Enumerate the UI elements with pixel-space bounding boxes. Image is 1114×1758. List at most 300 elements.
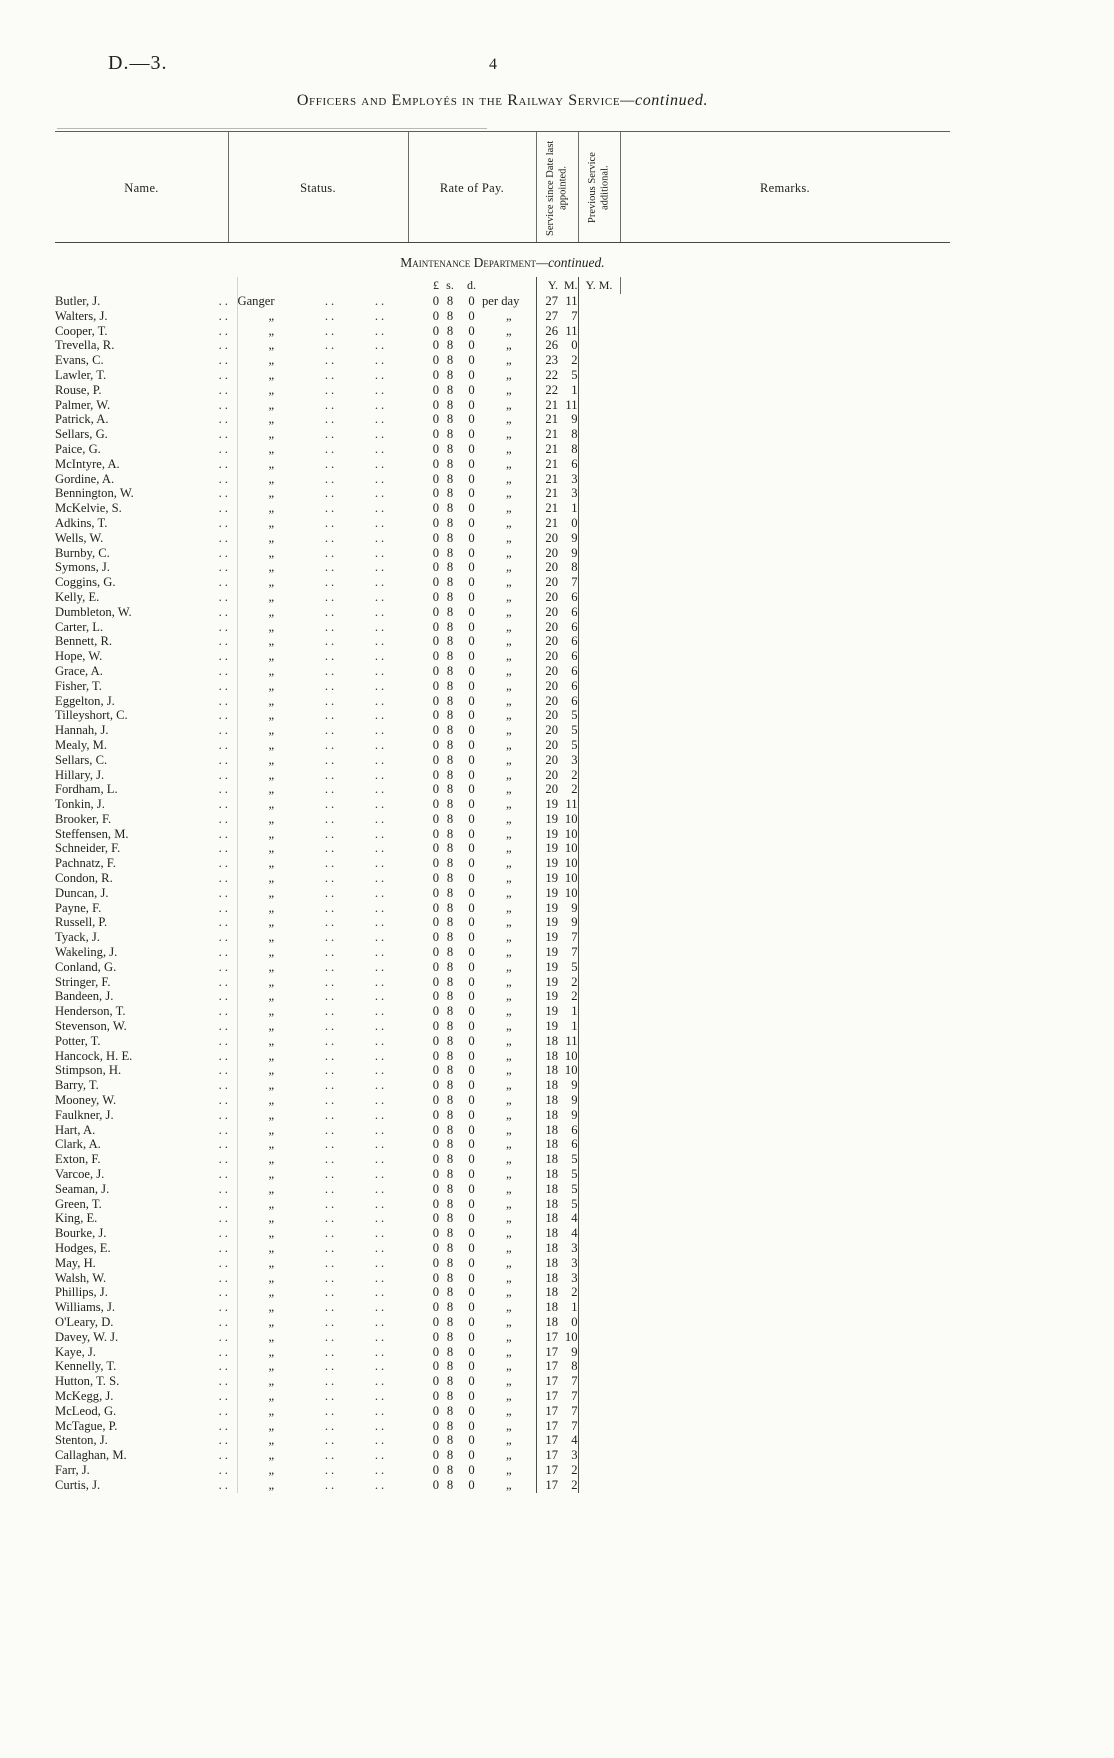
rate-shillings: 8	[446, 353, 454, 368]
employee-status: „	[237, 960, 305, 975]
service-years: 22	[536, 368, 558, 383]
rate-shillings: 8	[446, 767, 454, 782]
rate-pence: 0	[468, 353, 475, 368]
service-years: 18	[536, 1226, 558, 1241]
service-years: 26	[536, 338, 558, 353]
service-months: 1	[571, 501, 578, 516]
rate-pence: 0	[468, 619, 475, 634]
rate-pence: 0	[468, 308, 475, 323]
employee-status: „	[237, 1256, 305, 1271]
remarks-cell	[620, 1300, 950, 1315]
employee-name: Callaghan, M.	[55, 1448, 127, 1463]
rate-shillings: 8	[446, 294, 454, 308]
employee-status: „	[237, 812, 305, 827]
leader-dots: ..	[218, 1033, 231, 1048]
table-row	[55, 856, 950, 871]
employee-status: „	[237, 1152, 305, 1167]
leader-dots: ..	[374, 1418, 388, 1433]
table-row	[55, 664, 950, 679]
remarks-cell	[620, 649, 950, 664]
remarks-cell	[620, 398, 950, 413]
remarks-cell	[620, 1463, 950, 1478]
previous-service-cell	[578, 1315, 620, 1330]
rate-pence: 0	[468, 1388, 475, 1403]
remarks-cell	[620, 1359, 950, 1374]
rate-period: „	[505, 427, 512, 442]
rate-pence: 0	[468, 708, 475, 723]
employee-status: „	[237, 1167, 305, 1182]
rate-pence: 0	[468, 915, 475, 930]
previous-service-cell	[578, 412, 620, 427]
leader-dots: ..	[324, 1122, 338, 1137]
table-row	[55, 679, 950, 694]
employee-status: „	[237, 1078, 305, 1093]
rate-pounds: 0	[432, 1107, 439, 1122]
rate-pounds: 0	[432, 1314, 439, 1329]
rate-pence: 0	[468, 752, 475, 767]
leader-dots: ..	[374, 1063, 388, 1078]
rate-period: „	[505, 456, 512, 471]
leader-dots: ..	[374, 515, 388, 530]
employee-status: „	[237, 797, 305, 812]
service-months: 8	[571, 1359, 578, 1374]
leader-dots: ..	[218, 1107, 231, 1122]
rate-period: „	[505, 708, 512, 723]
table-row	[55, 531, 950, 546]
previous-service-cell	[578, 472, 620, 487]
leader-dots: ..	[218, 338, 231, 353]
service-years: 19	[536, 975, 558, 990]
leader-dots: ..	[324, 1388, 338, 1403]
rate-shillings: 8	[446, 530, 454, 545]
employee-name: May, H.	[55, 1255, 96, 1270]
service-months: 3	[571, 471, 578, 486]
leader-dots: ..	[218, 989, 231, 1004]
leader-dots: ..	[374, 1078, 388, 1093]
service-months: 10	[564, 841, 578, 856]
previous-service-cell	[578, 1211, 620, 1226]
rate-pence: 0	[468, 1329, 475, 1344]
table-row	[55, 309, 950, 324]
table-row	[55, 353, 950, 368]
rate-pence: 0	[468, 1433, 475, 1448]
rate-pounds: 0	[432, 841, 439, 856]
previous-service-cell	[578, 1478, 620, 1493]
service-months: 9	[571, 1107, 578, 1122]
rate-pence: 0	[468, 1270, 475, 1285]
employee-status: „	[237, 1093, 305, 1108]
leader-dots: ..	[324, 678, 338, 693]
employee-name: Grace, A.	[55, 663, 103, 678]
leader-dots: ..	[374, 367, 388, 382]
leader-dots: ..	[218, 1048, 231, 1063]
employee-status: „	[237, 841, 305, 856]
service-months: 4	[571, 1433, 578, 1448]
table-row	[55, 1389, 950, 1404]
employee-name: Davey, W. J.	[55, 1329, 119, 1344]
leader-dots: ..	[218, 737, 231, 752]
service-months: 2	[571, 989, 578, 1004]
rate-pence: 0	[468, 1107, 475, 1122]
leader-dots: ..	[324, 885, 338, 900]
employee-name: McLeod, G.	[55, 1403, 117, 1418]
rate-pounds: 0	[432, 1270, 439, 1285]
service-months: 11	[565, 797, 578, 812]
service-months: 6	[571, 693, 578, 708]
rate-shillings: 8	[446, 678, 454, 693]
employee-status: „	[237, 989, 305, 1004]
leader-dots: ..	[374, 382, 388, 397]
rate-period: „	[505, 797, 512, 812]
rate-shillings: 8	[446, 989, 454, 1004]
service-years: 17	[536, 1433, 558, 1448]
previous-service-cell	[578, 1049, 620, 1064]
rate-shillings: 8	[446, 1300, 454, 1315]
employee-status: „	[237, 1478, 305, 1493]
rate-pence: 0	[468, 427, 475, 442]
rate-pence: 0	[468, 560, 475, 575]
service-months: 6	[571, 456, 578, 471]
previous-service-cell	[578, 664, 620, 679]
previous-service-cell	[578, 368, 620, 383]
rate-pounds: 0	[432, 900, 439, 915]
table-row	[55, 1256, 950, 1271]
service-months: 1	[571, 1300, 578, 1315]
leader-dots: ..	[324, 1462, 338, 1477]
table-row	[55, 1019, 950, 1034]
rate-pence: 0	[468, 1181, 475, 1196]
service-months: 6	[571, 1137, 578, 1152]
rate-pounds: 0	[432, 530, 439, 545]
employee-name: Phillips, J.	[55, 1285, 108, 1300]
employee-status: „	[237, 827, 305, 842]
employee-status: „	[237, 427, 305, 442]
leader-dots: ..	[218, 367, 231, 382]
rate-shillings: 8	[446, 959, 454, 974]
service-years: 17	[536, 1448, 558, 1463]
rate-shillings: 8	[446, 471, 454, 486]
table-row	[55, 1108, 950, 1123]
table-row	[55, 546, 950, 561]
rate-shillings: 8	[446, 1270, 454, 1285]
employee-status: „	[237, 1300, 305, 1315]
leader-dots: ..	[324, 1137, 338, 1152]
rate-pounds: 0	[432, 723, 439, 738]
rate-shillings: 8	[446, 1137, 454, 1152]
rate-pounds: 0	[432, 871, 439, 886]
service-years: 20	[536, 782, 558, 797]
table-row	[55, 324, 950, 339]
rate-pounds: 0	[432, 974, 439, 989]
previous-service-cell	[578, 457, 620, 472]
rate-shillings: 8	[446, 885, 454, 900]
rate-pounds: 0	[432, 1181, 439, 1196]
service-years: 17	[536, 1478, 558, 1493]
column-header-remarks: Remarks.	[760, 181, 810, 195]
leader-dots: ..	[324, 1300, 338, 1315]
employee-name: Conland, G.	[55, 959, 117, 974]
service-years: 19	[536, 812, 558, 827]
previous-service-cell	[578, 1063, 620, 1078]
previous-service-cell	[578, 871, 620, 886]
leader-dots: ..	[218, 589, 231, 604]
leader-dots: ..	[324, 1314, 338, 1329]
service-years: 18	[536, 1049, 558, 1064]
rate-period: „	[505, 1004, 512, 1019]
rate-pounds: 0	[432, 1137, 439, 1152]
service-years: 20	[536, 546, 558, 561]
leader-dots: ..	[324, 619, 338, 634]
table-row	[55, 442, 950, 457]
remarks-cell	[620, 620, 950, 635]
employee-name: O'Leary, D.	[55, 1314, 114, 1329]
leader-dots: ..	[324, 1344, 338, 1359]
column-header-name: Name.	[124, 181, 159, 195]
remarks-cell	[620, 1271, 950, 1286]
leader-dots: ..	[374, 530, 388, 545]
leader-dots: ..	[218, 412, 231, 427]
rate-pence: 0	[468, 1300, 475, 1315]
previous-service-cell	[578, 1285, 620, 1300]
leader-dots: ..	[218, 871, 231, 886]
rate-pounds: 0	[432, 1255, 439, 1270]
service-years: 20	[536, 605, 558, 620]
service-years: 17	[536, 1359, 558, 1374]
rate-pence: 0	[468, 1152, 475, 1167]
previous-service-cell	[578, 309, 620, 324]
rate-pounds: 0	[432, 1477, 439, 1492]
rate-shillings: 8	[446, 1196, 454, 1211]
table-row	[55, 427, 950, 442]
remarks-cell	[620, 782, 950, 797]
employee-name: Hope, W.	[55, 649, 103, 664]
previous-service-cell	[578, 1389, 620, 1404]
rate-pounds: 0	[432, 663, 439, 678]
table-row	[55, 930, 950, 945]
leader-dots: ..	[218, 1433, 231, 1448]
rate-pence: 0	[468, 974, 475, 989]
leader-dots: ..	[218, 1270, 231, 1285]
leader-dots: ..	[374, 1241, 388, 1255]
rate-pence: 0	[468, 338, 475, 353]
leader-dots: ..	[324, 575, 338, 590]
table-row	[55, 1211, 950, 1226]
employee-status: „	[237, 1182, 305, 1197]
remarks-cell	[620, 486, 950, 501]
rate-shillings: 8	[446, 930, 454, 945]
employee-name: Potter, T.	[55, 1033, 101, 1048]
service-months: 10	[564, 885, 578, 900]
leader-dots: ..	[374, 915, 388, 930]
leader-dots: ..	[374, 708, 388, 723]
rate-period: „	[505, 1403, 512, 1418]
table-row	[55, 1478, 950, 1493]
rate-pence: 0	[468, 412, 475, 427]
table-row	[55, 605, 950, 620]
unit-previous-service: Y. M.	[578, 277, 620, 294]
service-months: 10	[564, 1329, 578, 1344]
service-years: 20	[536, 590, 558, 605]
rate-period: „	[505, 841, 512, 856]
employee-name: Stenton, J.	[55, 1433, 108, 1448]
leader-dots: ..	[374, 989, 388, 1004]
employee-name: Tyack, J.	[55, 930, 100, 945]
service-years: 19	[536, 901, 558, 916]
employee-status: „	[237, 768, 305, 783]
leader-dots: ..	[374, 412, 388, 427]
leader-dots: ..	[324, 797, 338, 812]
rate-period: „	[505, 1388, 512, 1403]
table-row	[55, 590, 950, 605]
service-months: 0	[571, 515, 578, 530]
service-months: 10	[564, 871, 578, 886]
rate-pence: 0	[468, 1241, 475, 1255]
employee-name: Green, T.	[55, 1196, 102, 1211]
table-row	[55, 457, 950, 472]
table-row	[55, 1226, 950, 1241]
remarks-cell	[620, 1285, 950, 1300]
leader-dots: ..	[324, 323, 338, 338]
rate-pence: 0	[468, 841, 475, 856]
column-header-status: Status.	[300, 181, 336, 195]
rate-period: „	[505, 782, 512, 797]
rate-shillings: 8	[446, 604, 454, 619]
service-months: 10	[564, 1063, 578, 1078]
employee-name: Kennelly, T.	[55, 1359, 117, 1374]
service-months: 9	[571, 1344, 578, 1359]
leader-dots: ..	[374, 1211, 388, 1226]
rate-pounds: 0	[432, 1078, 439, 1093]
remarks-cell	[620, 324, 950, 339]
rate-period: „	[505, 974, 512, 989]
service-months: 9	[571, 915, 578, 930]
rate-pounds: 0	[432, 1462, 439, 1477]
leader-dots: ..	[324, 427, 338, 442]
employee-status: „	[237, 1226, 305, 1241]
employee-name: Burnby, C.	[55, 545, 110, 560]
employee-name: Clark, A.	[55, 1137, 101, 1152]
remarks-cell	[620, 975, 950, 990]
service-months: 10	[564, 1048, 578, 1063]
leader-dots: ..	[324, 308, 338, 323]
leader-dots: ..	[218, 1137, 231, 1152]
section-heading-continued: —continued.	[536, 255, 605, 270]
leader-dots: ..	[374, 1019, 388, 1034]
leader-dots: ..	[324, 1270, 338, 1285]
employee-status: „	[237, 309, 305, 324]
leader-dots: ..	[374, 456, 388, 471]
service-months: 1	[571, 1019, 578, 1034]
service-months: 7	[571, 945, 578, 960]
rate-pence: 0	[468, 486, 475, 501]
rate-shillings: 8	[446, 1329, 454, 1344]
leader-dots: ..	[324, 1211, 338, 1226]
table-row	[55, 1315, 950, 1330]
rate-shillings: 8	[446, 367, 454, 382]
employee-name: Palmer, W.	[55, 397, 111, 412]
remarks-cell	[620, 338, 950, 353]
rate-period: „	[505, 649, 512, 664]
leader-dots: ..	[218, 397, 231, 412]
service-months: 3	[571, 752, 578, 767]
leader-dots: ..	[324, 708, 338, 723]
table-row	[55, 516, 950, 531]
service-years: 18	[536, 1093, 558, 1108]
employee-status: „	[237, 694, 305, 709]
table-row	[55, 1271, 950, 1286]
leader-dots: ..	[218, 382, 231, 397]
rate-pence: 0	[468, 1403, 475, 1418]
service-years: 21	[536, 472, 558, 487]
remarks-cell	[620, 856, 950, 871]
leader-dots: ..	[324, 1477, 338, 1492]
rate-pounds: 0	[432, 427, 439, 442]
remarks-cell	[620, 472, 950, 487]
rate-shillings: 8	[446, 708, 454, 723]
leader-dots: ..	[218, 1211, 231, 1226]
previous-service-cell	[578, 827, 620, 842]
rate-shillings: 8	[446, 1152, 454, 1167]
leader-dots: ..	[374, 604, 388, 619]
leader-dots: ..	[374, 1152, 388, 1167]
table-row	[55, 975, 950, 990]
rate-pounds: 0	[432, 471, 439, 486]
leader-dots: ..	[374, 1403, 388, 1418]
service-months: 8	[571, 441, 578, 456]
table-row	[55, 486, 950, 501]
rate-pounds: 0	[432, 737, 439, 752]
service-months: 3	[571, 1255, 578, 1270]
rate-period: „	[505, 752, 512, 767]
table-row	[55, 1300, 950, 1315]
previous-service-cell	[578, 575, 620, 590]
previous-service-cell	[578, 1419, 620, 1434]
service-months: 6	[571, 1122, 578, 1137]
remarks-cell	[620, 516, 950, 531]
previous-service-cell	[578, 338, 620, 353]
leader-dots: ..	[324, 589, 338, 604]
leader-dots: ..	[218, 530, 231, 545]
leader-dots: ..	[324, 959, 338, 974]
rate-period: „	[505, 1033, 512, 1048]
service-years: 17	[536, 1404, 558, 1419]
employee-status: „	[237, 1049, 305, 1064]
table-row	[55, 989, 950, 1004]
rate-period: „	[505, 471, 512, 486]
column-header-service-since-label: Service since Date last appointed.	[544, 140, 568, 236]
previous-service-cell	[578, 560, 620, 575]
rate-period: „	[505, 1270, 512, 1285]
leader-dots: ..	[218, 782, 231, 797]
previous-service-cell	[578, 1256, 620, 1271]
rate-pounds: 0	[432, 1403, 439, 1418]
employee-status: „	[237, 353, 305, 368]
remarks-cell	[620, 1197, 950, 1212]
table-row	[55, 1448, 950, 1463]
leader-dots: ..	[218, 1477, 231, 1492]
leader-dots: ..	[324, 1418, 338, 1433]
leader-dots: ..	[218, 1285, 231, 1300]
employee-name: Mealy, M.	[55, 737, 107, 752]
employee-status: „	[237, 457, 305, 472]
service-months: 2	[571, 1462, 578, 1477]
remarks-cell	[620, 1330, 950, 1345]
employee-status: „	[237, 1419, 305, 1434]
previous-service-cell	[578, 324, 620, 339]
service-months: 6	[571, 589, 578, 604]
leader-dots: ..	[374, 560, 388, 575]
service-months: 10	[564, 856, 578, 871]
